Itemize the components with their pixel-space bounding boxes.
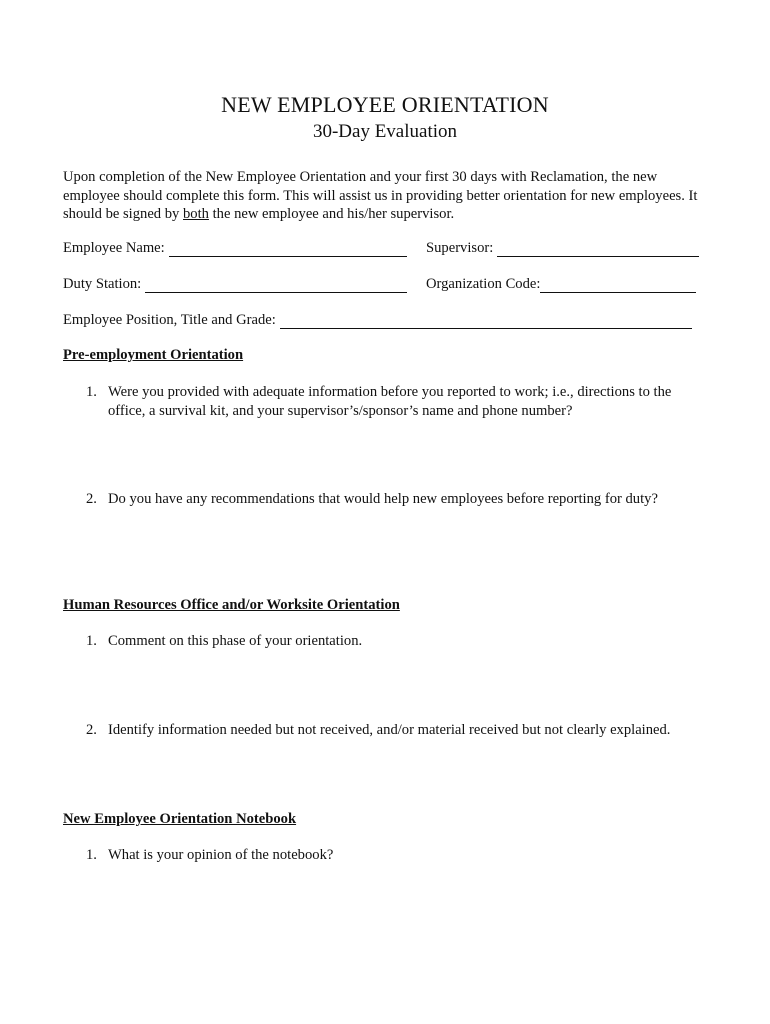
position-line[interactable] xyxy=(280,314,692,329)
section-heading: Human Resources Office and/or Worksite Orientation xyxy=(63,597,400,613)
question-text: Were you provided with adequate information before you reported to work; i.e., directions to the office, a survival kit, and your supervisor’s/sponsor’s name and phone number? xyxy=(108,384,672,419)
question-item xyxy=(86,490,706,509)
question-number: 2. xyxy=(86,491,97,507)
question-number: 1. xyxy=(86,847,97,863)
question-text: What is your opinion of the notebook? xyxy=(108,847,334,863)
employee-name-line[interactable] xyxy=(169,242,407,257)
organization-code-field xyxy=(426,276,696,293)
question-text: Do you have any recommendations that would help new employees before reporting for duty? xyxy=(108,491,658,507)
employee-name-field xyxy=(63,240,407,257)
organization-code-label: Organization Code: xyxy=(426,276,541,292)
duty-station-field xyxy=(63,276,407,293)
question-item xyxy=(86,632,706,651)
position-label: Employee Position, Title and Grade: xyxy=(63,312,276,328)
question-text: Identify information needed but not received, and/or material received but not clearly explained. xyxy=(108,722,671,738)
employee-name-label: Employee Name: xyxy=(63,240,165,256)
supervisor-field xyxy=(426,240,699,257)
intro-text-end: the new employee and his/her supervisor. xyxy=(208,206,455,222)
question-number: 2. xyxy=(86,722,97,738)
question-item xyxy=(86,721,706,740)
question-item xyxy=(86,846,706,865)
position-field xyxy=(63,312,692,329)
intro-text-start: Upon completion of the New Employee Orientation and your first 30 days with Reclamation, the new employee should complete this form. This will assist us in providing better orientation for new employees. It should be signed by xyxy=(63,169,698,222)
duty-station-label: Duty Station: xyxy=(63,276,142,292)
duty-station-line[interactable] xyxy=(145,278,407,293)
organization-code-line[interactable] xyxy=(540,278,696,293)
question-text: Comment on this phase of your orientation. xyxy=(108,633,363,649)
supervisor-line[interactable] xyxy=(497,242,699,257)
intro-emphasis: both xyxy=(183,206,209,222)
page-title: NEW EMPLOYEE ORIENTATION xyxy=(221,92,549,117)
question-number: 1. xyxy=(86,384,97,400)
supervisor-label: Supervisor: xyxy=(426,240,494,256)
section-heading: New Employee Orientation Notebook xyxy=(63,811,297,827)
question-item xyxy=(86,383,706,420)
question-number: 1. xyxy=(86,633,97,649)
intro-paragraph xyxy=(63,168,703,224)
page-subtitle: 30-Day Evaluation xyxy=(312,121,458,142)
section-heading: Pre-employment Orientation xyxy=(63,347,244,363)
